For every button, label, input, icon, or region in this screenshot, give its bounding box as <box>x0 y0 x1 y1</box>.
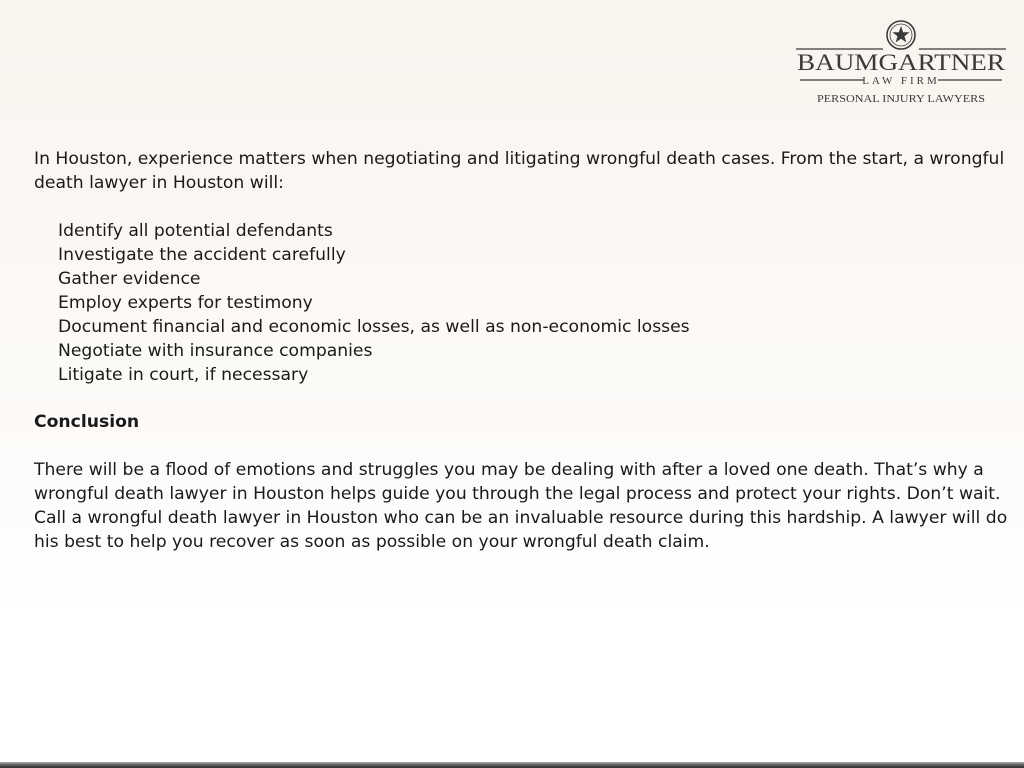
logo-subtitle: LAW FIRM <box>862 75 940 87</box>
list-item: Identify all potential defendants <box>58 221 333 241</box>
section-heading: Conclusion <box>34 412 140 432</box>
list-item: Document financial and economic losses, as well as non-economic losses <box>58 317 690 337</box>
services-list <box>34 219 1009 387</box>
logo-name: BAUMGARTNER <box>797 50 1006 76</box>
firm-logo <box>790 16 1012 108</box>
bottom-border <box>0 762 1024 768</box>
document-body <box>34 147 1009 554</box>
logo-tagline: PERSONAL INJURY LAWYERS <box>817 94 986 105</box>
conclusion-paragraph: There will be a flood of emotions and struggles you may be dealing with after a loved one death. That’s why a wrongful death lawyer in Houston helps guide you through the legal process and protect your rights. Don’t wait. Call a wrongful death lawyer in Houston who can be an invaluable resource during this hardship. A lawyer will do his best to help you recover as soon as possible on your wrongful death claim. <box>34 460 1008 552</box>
list-item: Employ experts for testimony <box>58 293 313 313</box>
intro-paragraph: In Houston, experience matters when negotiating and litigating wrongful death cases. From the start, a wrongful death lawyer in Houston will: <box>34 149 1005 193</box>
list-item: Negotiate with insurance companies <box>58 341 373 361</box>
list-item: Investigate the accident carefully <box>58 245 346 265</box>
list-item: Gather evidence <box>58 269 201 289</box>
list-item: Litigate in court, if necessary <box>58 365 309 385</box>
star-in-circle-icon <box>887 21 915 49</box>
